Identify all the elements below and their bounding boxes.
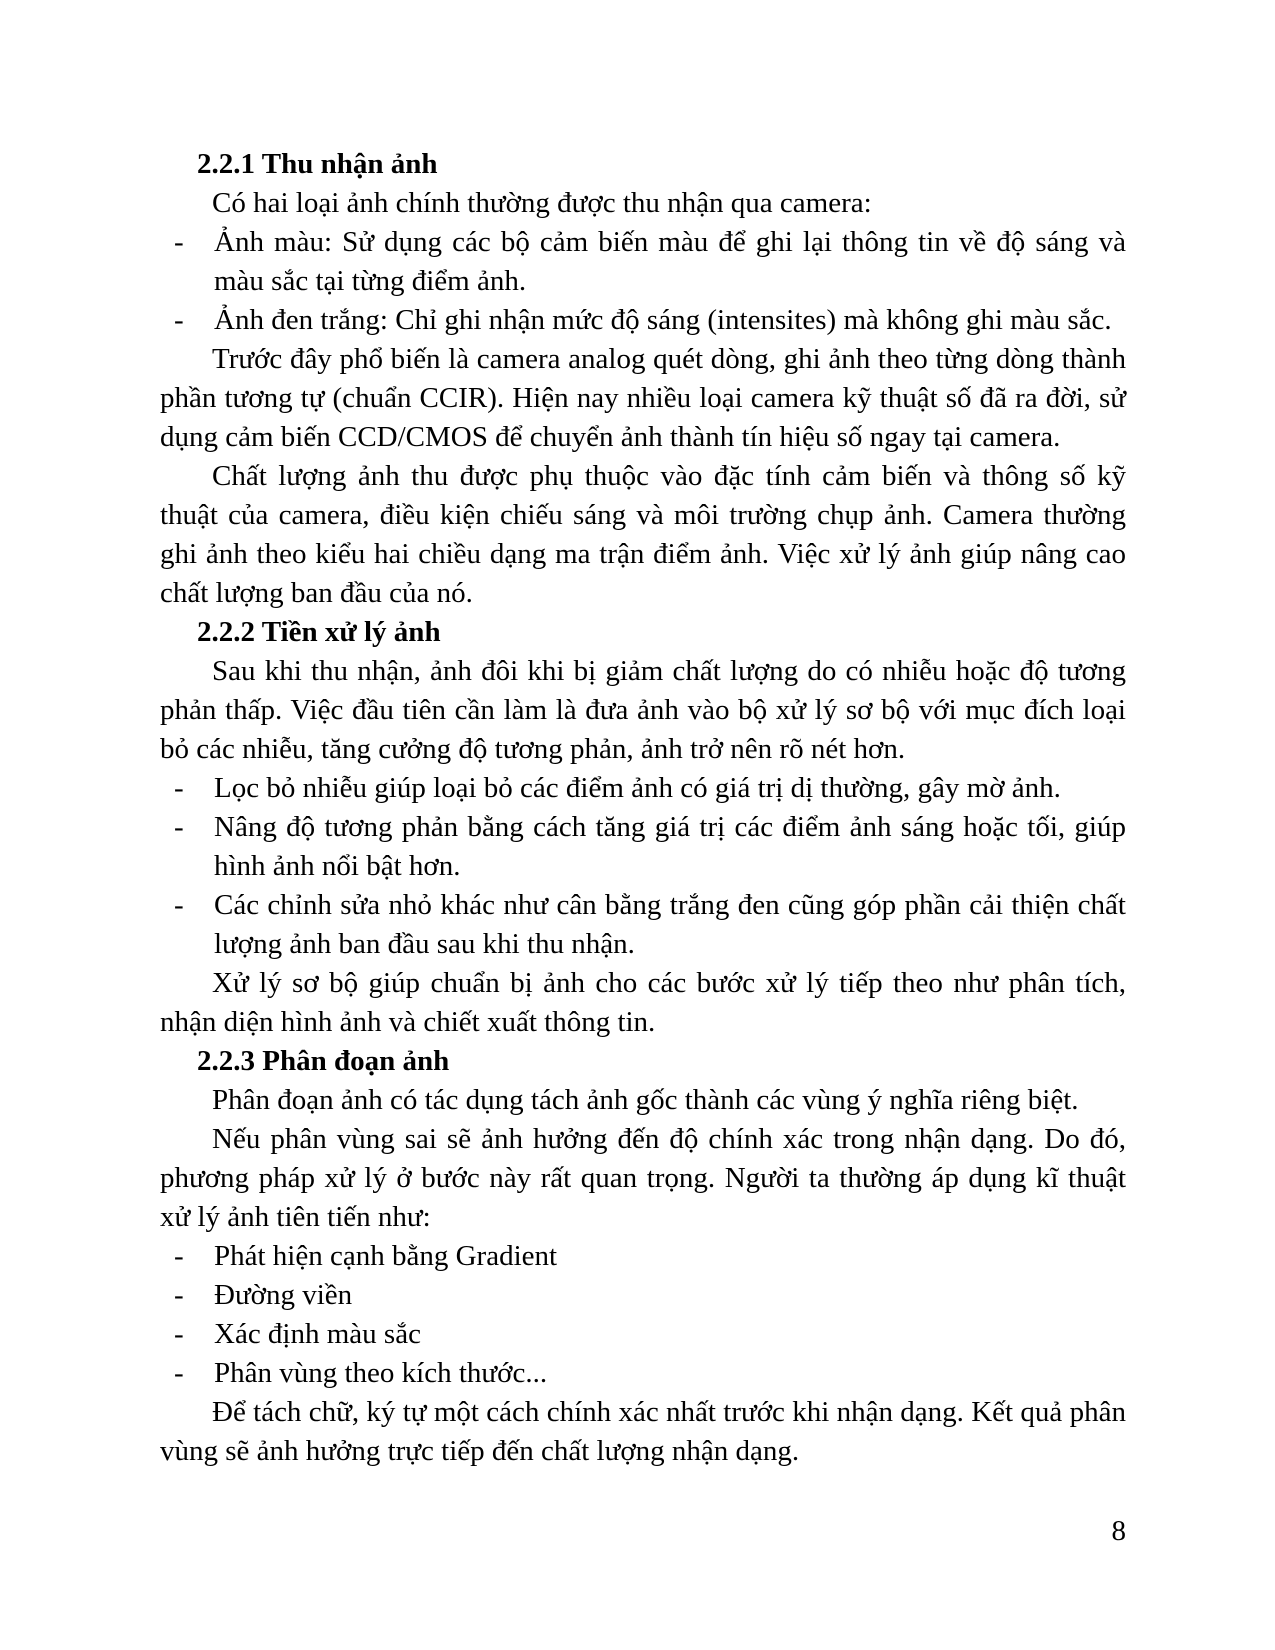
bullet-item [160,769,1126,808]
bullet-item [160,223,1126,301]
bullet-item [160,1315,1126,1354]
bullet-text: Ảnh đen trắng: Chỉ ghi nhận mức độ sáng (intensites) mà không ghi màu sắc. [214,304,1112,336]
bullet-text: Lọc bỏ nhiễu giúp loại bỏ các điểm ảnh có giá trị dị thường, gây mờ ảnh. [214,772,1061,804]
bullet-text: Phát hiện cạnh bằng Gradient [214,1240,558,1272]
section-heading: 2.2.1 Thu nhận ảnh [197,148,438,180]
bullet-text: Phân vùng theo kích thước... [214,1357,548,1389]
bullet-marker: - [174,889,184,921]
bullet-marker: - [174,772,184,804]
bullet-text: Ảnh màu: Sử dụng các bộ cảm biến màu để ghi lại thông tin về độ sáng và màu sắc tại từng điểm ảnh. [214,226,1126,297]
bullet-marker: - [174,1279,184,1311]
paragraph: Xử lý sơ bộ giúp chuẩn bị ảnh cho các bước xử lý tiếp theo như phân tích, nhận diện hình ảnh và chiết xuất thông tin. [160,967,1126,1038]
section-heading: 2.2.3 Phân đoạn ảnh [197,1045,450,1077]
bullet-text: Các chỉnh sửa nhỏ khác như cân bằng trắng đen cũng góp phần cải thiện chất lượng ảnh ban đầu sau khi thu nhận. [214,889,1126,960]
page-number: 8 [1111,1515,1126,1547]
bullet-marker: - [174,1318,184,1350]
paragraph: Có hai loại ảnh chính thường được thu nhận qua camera: [212,187,872,219]
paragraph: Nếu phân vùng sai sẽ ảnh hưởng đến độ chính xác trong nhận dạng. Do đó, phương pháp xử lý ở bước này rất quan trọng. Người ta thường áp dụng kĩ thuật xử lý ảnh tiên tiến như: [160,1123,1126,1233]
bullet-item [160,808,1126,886]
paragraph: Sau khi thu nhận, ảnh đôi khi bị giảm chất lượng do có nhiễu hoặc độ tương phản thấp. Việc đầu tiên cần làm là đưa ảnh vào bộ xử lý sơ bộ với mục đích loại bỏ các nhiễu, tăng cưởng độ tương phản, ảnh trở nên rõ nét hơn. [160,655,1126,765]
section-heading: 2.2.2 Tiền xử lý ảnh [197,616,441,648]
bullet-marker: - [174,1240,184,1272]
paragraph: Để tách chữ, ký tự một cách chính xác nhất trước khi nhận dạng. Kết quả phân vùng sẽ ảnh hưởng trực tiếp đến chất lượng nhận dạng. [160,1396,1126,1467]
bullet-text: Xác định màu sắc [214,1318,421,1350]
document-body [160,145,1126,1471]
paragraph: Phân đoạn ảnh có tác dụng tách ảnh gốc thành các vùng ý nghĩa riêng biệt. [212,1084,1079,1116]
bullet-item [160,1276,1126,1315]
bullet-text: Nâng độ tương phản bằng cách tăng giá trị các điểm ảnh sáng hoặc tối, giúp hình ảnh nổi bật hơn. [214,811,1126,882]
bullet-marker: - [174,811,184,843]
bullet-marker: - [174,304,184,336]
bullet-item [160,1354,1126,1393]
paragraph: Trước đây phổ biến là camera analog quét dòng, ghi ảnh theo từng dòng thành phần tương tự (chuẩn CCIR). Hiện nay nhiều loại camera kỹ thuật số đã ra đời, sử dụng cảm biến CCD/CMOS để chuyển ảnh thành tín hiệu số ngay tại camera. [160,343,1126,453]
bullet-marker: - [174,1357,184,1389]
bullet-item [160,301,1126,340]
bullet-marker: - [174,226,184,258]
paragraph: Chất lượng ảnh thu được phụ thuộc vào đặc tính cảm biến và thông số kỹ thuật của camera, điều kiện chiếu sáng và môi trường chụp ảnh. Camera thường ghi ảnh theo kiểu hai chiều dạng ma trận điểm ảnh. Việc xử lý ảnh giúp nâng cao chất lượng ban đầu của nó. [160,460,1126,609]
bullet-item [160,886,1126,964]
bullet-text: Đường viền [214,1279,353,1311]
bullet-item [160,1237,1126,1276]
